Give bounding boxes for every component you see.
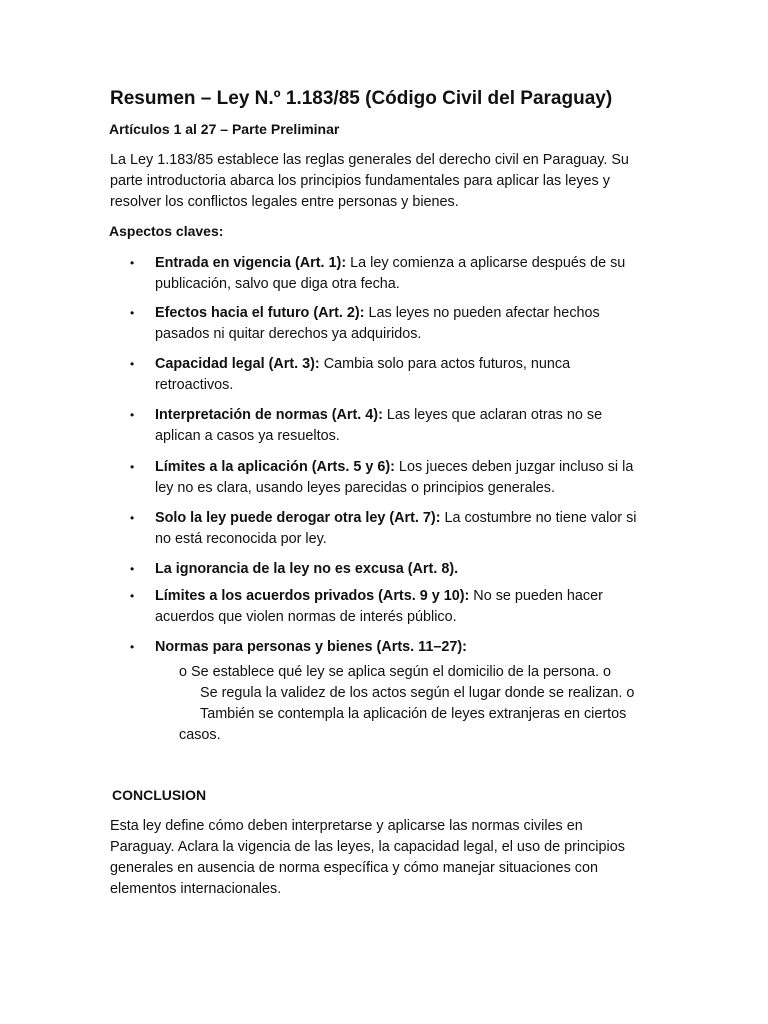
list-item [130, 457, 655, 499]
sub-line: o Se establece qué ley se aplica según el domicilio de la persona. o [179, 664, 611, 680]
conclusion-line: generales en ausencia de norma específica y cómo manejar situaciones con [110, 860, 598, 876]
item-text: publicación, salvo que diga otra fecha. [155, 276, 400, 292]
bullet-icon: • [130, 256, 135, 270]
bullet-icon: • [130, 640, 135, 654]
item-text: No se pueden hacer [469, 588, 603, 604]
list-item [130, 253, 655, 295]
item-heading: Normas para personas y bienes (Arts. 11–27): [155, 639, 467, 655]
document-title: Resumen – Ley N.º 1.183/85 (Código Civil del Paraguay) [110, 88, 613, 109]
item-text: ley no es clara, usando leyes parecidas o principios generales. [155, 480, 555, 496]
key-aspects-heading: Aspectos claves: [109, 223, 224, 239]
bullet-icon: • [130, 408, 135, 422]
list-item [130, 586, 655, 628]
item-heading: Capacidad legal (Art. 3): [155, 356, 320, 372]
item-text: acuerdos que violen normas de interés público. [155, 609, 457, 625]
conclusion-line: elementos internacionales. [110, 881, 282, 897]
sub-line: Se regula la validez de los actos según el lugar donde se realizan. o [200, 685, 635, 701]
conclusion-heading: CONCLUSION [112, 787, 207, 803]
list-item [130, 637, 655, 658]
item-heading: Efectos hacia el futuro (Art. 2): [155, 305, 365, 321]
conclusion-line: Esta ley define cómo deben interpretarse y aplicarse las normas civiles en [110, 818, 583, 834]
item-heading: Solo la ley puede derogar otra ley (Art. 7): [155, 510, 441, 526]
item-text: Cambia solo para actos futuros, nunca [319, 356, 571, 372]
item-text: La costumbre no tiene valor si [440, 510, 637, 526]
list-item [130, 303, 655, 345]
item-text: aplican a casos ya resueltos. [155, 428, 340, 444]
intro-line: resolver los conflictos legales entre personas y bienes. [110, 194, 459, 210]
item-heading: Interpretación de normas (Art. 4): [155, 407, 383, 423]
document-subtitle: Artículos 1 al 27 – Parte Preliminar [109, 121, 340, 137]
sub-line: casos. [179, 727, 221, 743]
sub-line: También se contempla la aplicación de leyes extranjeras en ciertos [200, 706, 627, 722]
list-item [130, 405, 655, 447]
sub-list [179, 662, 649, 746]
item-text: retroactivos. [155, 377, 234, 393]
item-heading: Entrada en vigencia (Art. 1): [155, 255, 347, 271]
bullet-icon: • [130, 357, 135, 371]
conclusion-paragraph [110, 816, 670, 900]
item-text: Las leyes no pueden afectar hechos [364, 305, 600, 321]
item-heading: Límites a los acuerdos privados (Arts. 9 y 10): [155, 588, 470, 604]
item-text: no está reconocida por ley. [155, 531, 327, 547]
bullet-icon: • [130, 589, 135, 603]
bullet-icon: • [130, 562, 135, 576]
intro-line: La Ley 1.183/85 establece las reglas generales del derecho civil en Paraguay. Su [110, 152, 629, 168]
conclusion-line: Paraguay. Aclara la vigencia de las leyes, la capacidad legal, el uso de principios [110, 839, 625, 855]
item-text: pasados ni quitar derechos ya adquiridos. [155, 326, 422, 342]
item-heading: La ignorancia de la ley no es excusa (Art. 8). [155, 561, 459, 577]
intro-paragraph [110, 150, 670, 213]
intro-line: parte introductoria abarca los principios fundamentales para aplicar las leyes y [110, 173, 610, 189]
item-text: Las leyes que aclaran otras no se [382, 407, 603, 423]
item-text: Los jueces deben juzgar incluso si la [394, 459, 634, 475]
list-item [130, 508, 655, 550]
bullet-icon: • [130, 306, 135, 320]
list-item [130, 354, 655, 396]
bullet-icon: • [130, 511, 135, 525]
bullet-icon: • [130, 460, 135, 474]
item-text: La ley comienza a aplicarse después de su [346, 255, 626, 271]
list-item [130, 559, 655, 580]
item-heading: Límites a la aplicación (Arts. 5 y 6): [155, 459, 395, 475]
